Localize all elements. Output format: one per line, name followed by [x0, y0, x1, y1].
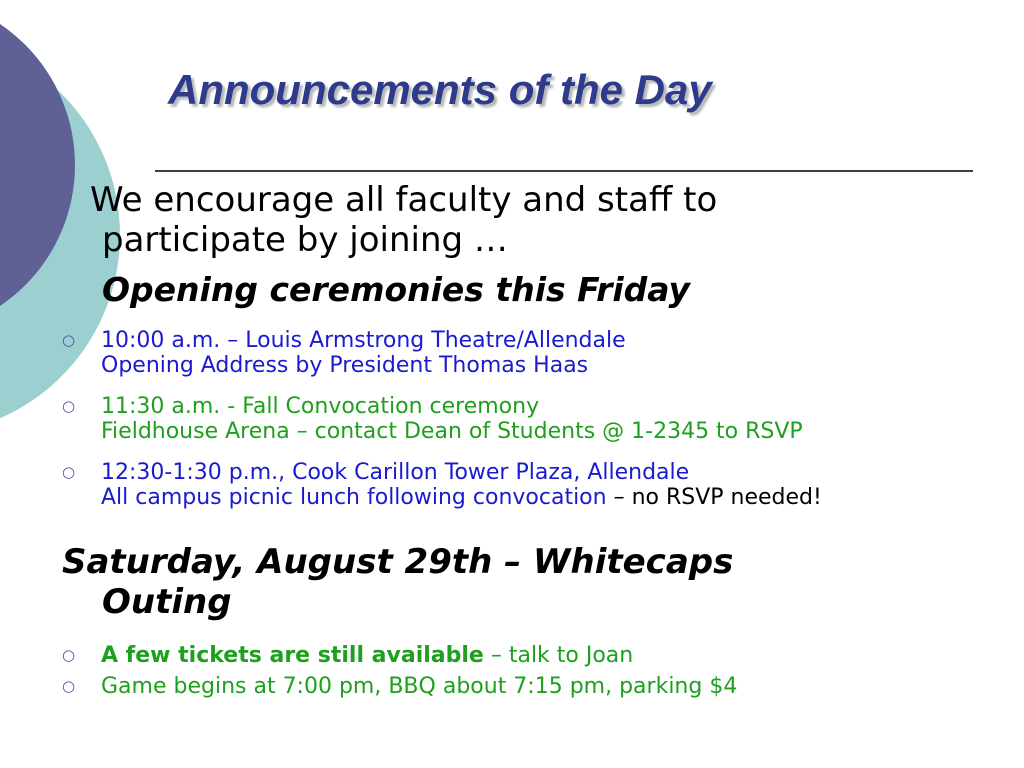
item-line-2	[101, 485, 1002, 510]
list-item	[62, 643, 1002, 668]
no-rsvp-text: – no RSVP needed!	[606, 485, 822, 510]
picnic-text: All campus picnic lunch following convocation	[101, 485, 607, 510]
intro-line-2: participate by joining …	[102, 220, 508, 260]
game-details-text: Game begins at 7:00 pm, BBQ about 7:15 pm, parking $4	[101, 674, 738, 699]
saturday-list	[62, 643, 1002, 699]
item-line-1: 10:00 a.m. – Louis Armstrong Theatre/Allendale	[101, 328, 626, 353]
title-divider	[155, 170, 973, 172]
list-item	[62, 394, 1002, 444]
item-line-2: Fieldhouse Arena – contact Dean of Students @ 1-2345 to RSVP	[101, 419, 803, 444]
slide-title: Announcements of the Day	[168, 66, 712, 113]
saturday-heading	[62, 542, 882, 622]
list-item	[62, 674, 1002, 699]
bullet-marker: ○	[62, 677, 76, 695]
bullet-marker: ○	[62, 646, 76, 664]
bullet-marker: ○	[62, 397, 76, 415]
friday-heading: Opening ceremonies this Friday	[102, 270, 691, 309]
item-line-1: 11:30 a.m. - Fall Convocation ceremony	[101, 394, 540, 419]
bullet-marker: ○	[62, 463, 76, 481]
list-item	[62, 328, 1002, 378]
intro-paragraph	[62, 180, 862, 260]
item-line-2: Opening Address by President Thomas Haas	[101, 353, 589, 378]
friday-list	[62, 328, 1002, 510]
intro-line-1: We encourage all faculty and staff to	[90, 180, 718, 220]
talk-to-joan-text: – talk to Joan	[483, 643, 634, 668]
saturday-line-2: Outing	[102, 582, 232, 622]
list-item	[62, 460, 1002, 510]
saturday-line-1: Saturday, August 29th – Whitecaps	[62, 542, 734, 582]
item-line-1: 12:30-1:30 p.m., Cook Carillon Tower Plaza, Allendale	[101, 460, 690, 485]
bullet-marker: ○	[62, 331, 76, 349]
tickets-text: A few tickets are still available	[101, 643, 484, 668]
